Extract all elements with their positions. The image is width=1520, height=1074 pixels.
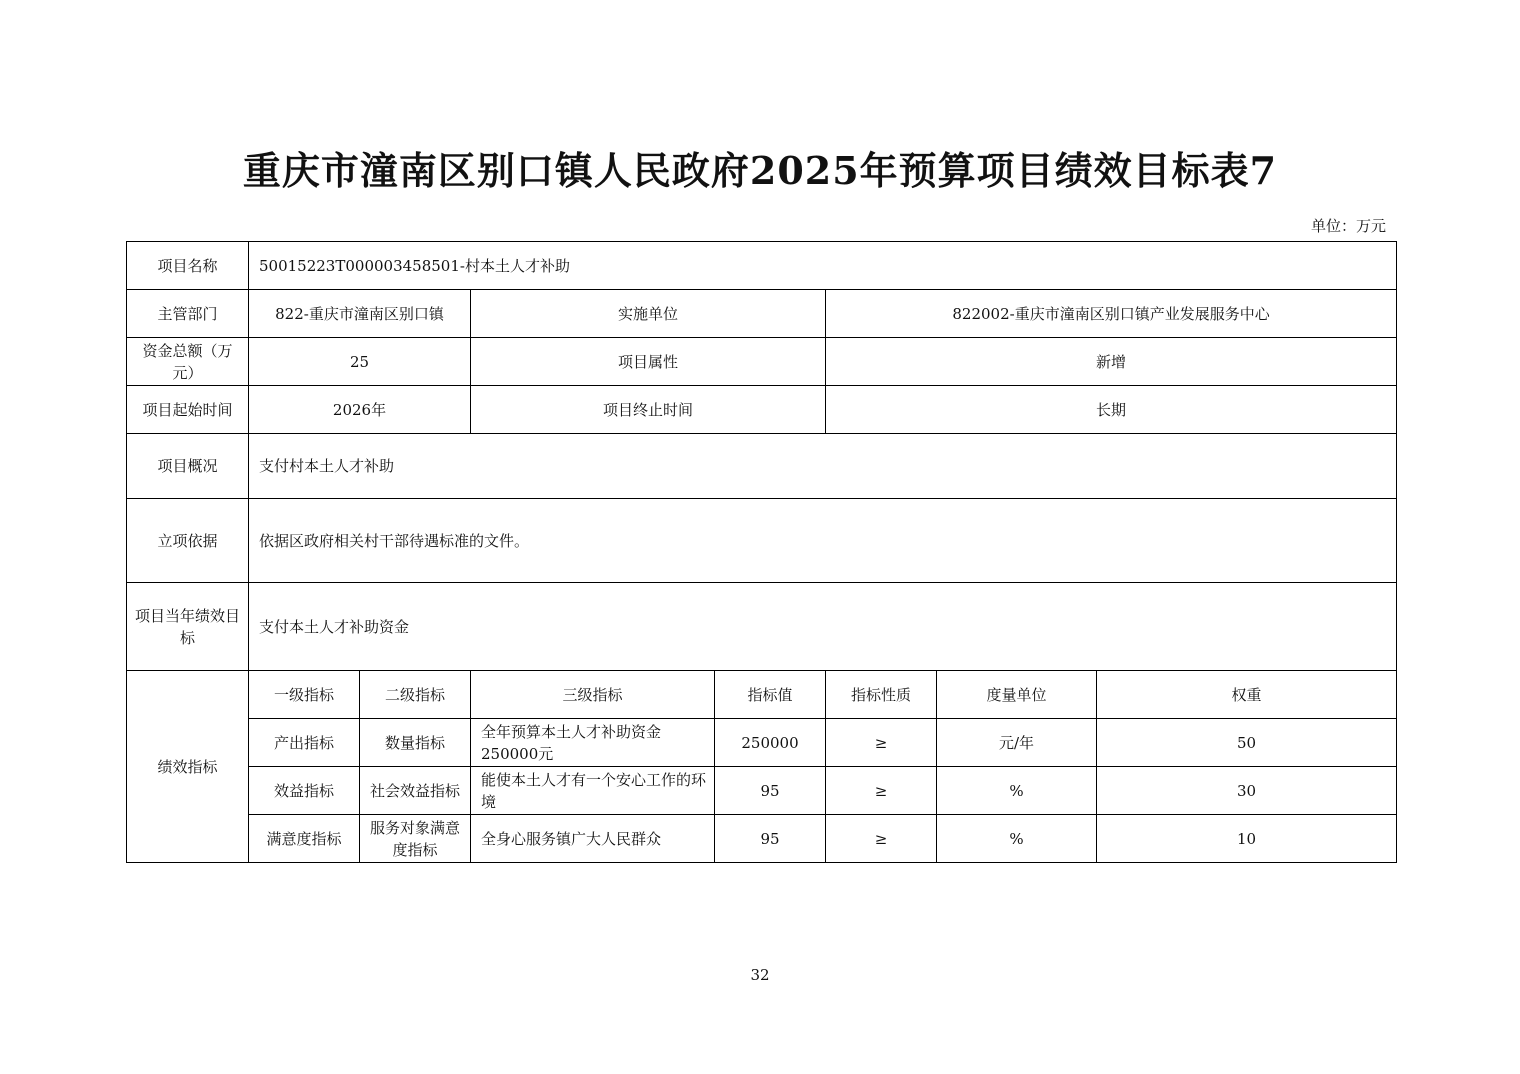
fund-value: 25	[249, 338, 471, 386]
basis-value: 依据区政府相关村干部待遇标准的文件。	[249, 499, 1397, 583]
level1-cell: 效益指标	[249, 767, 360, 815]
row-goal	[127, 583, 1397, 671]
weight-cell: 50	[1097, 719, 1397, 767]
goal-label: 项目当年绩效目标	[127, 583, 249, 671]
unit-cell: %	[937, 815, 1097, 863]
table-row	[127, 767, 1397, 815]
unit-label: 单位：万元	[1310, 217, 1386, 235]
dept-value: 822-重庆市潼南区别口镇	[249, 290, 471, 338]
project-name-label: 项目名称	[127, 242, 249, 290]
header-cell: 二级指标	[360, 671, 471, 719]
level2-cell: 数量指标	[360, 719, 471, 767]
level1-cell: 满意度指标	[249, 815, 360, 863]
level2-cell: 社会效益指标	[360, 767, 471, 815]
impl-value: 822002-重庆市潼南区别口镇产业发展服务中心	[826, 290, 1397, 338]
header-cell: 度量单位	[937, 671, 1097, 719]
row-time	[127, 386, 1397, 434]
attr-label: 项目属性	[471, 338, 826, 386]
table-row	[127, 815, 1397, 863]
level1-cell: 产出指标	[249, 719, 360, 767]
row-overview	[127, 434, 1397, 499]
basis-label: 立项依据	[127, 499, 249, 583]
unit-cell: 元/年	[937, 719, 1097, 767]
unit-cell: %	[937, 767, 1097, 815]
row-fund	[127, 338, 1397, 386]
goal-value: 支付本土人才补助资金	[249, 583, 1397, 671]
weight-cell: 30	[1097, 767, 1397, 815]
value-cell: 95	[715, 815, 826, 863]
indicator-header-row	[127, 671, 1397, 719]
nature-cell: ≥	[826, 767, 937, 815]
level3-cell: 能使本土人才有一个安心工作的环境	[471, 767, 715, 815]
header-cell: 三级指标	[471, 671, 715, 719]
page-number: 32	[750, 966, 770, 984]
header-cell: 一级指标	[249, 671, 360, 719]
project-name-value: 50015223T000003458501-村本土人才补助	[249, 242, 1397, 290]
value-cell: 250000	[715, 719, 826, 767]
header-cell: 指标性质	[826, 671, 937, 719]
start-label: 项目起始时间	[127, 386, 249, 434]
row-dept	[127, 290, 1397, 338]
row-basis	[127, 499, 1397, 583]
indicators-section-label: 绩效指标	[127, 671, 249, 863]
weight-cell: 10	[1097, 815, 1397, 863]
overview-value: 支付村本土人才补助	[249, 434, 1397, 499]
performance-table	[126, 241, 1397, 863]
impl-label: 实施单位	[471, 290, 826, 338]
level3-cell: 全年预算本土人才补助资金250000元	[471, 719, 715, 767]
nature-cell: ≥	[826, 815, 937, 863]
table-row	[127, 719, 1397, 767]
page-title: 重庆市潼南区别口镇人民政府2025年预算项目绩效目标表7	[242, 148, 1278, 193]
level3-cell: 全身心服务镇广大人民群众	[471, 815, 715, 863]
attr-value: 新增	[826, 338, 1397, 386]
header-cell: 权重	[1097, 671, 1397, 719]
overview-label: 项目概况	[127, 434, 249, 499]
row-project-name	[127, 242, 1397, 290]
end-value: 长期	[826, 386, 1397, 434]
dept-label: 主管部门	[127, 290, 249, 338]
header-cell: 指标值	[715, 671, 826, 719]
fund-label: 资金总额（万元）	[127, 338, 249, 386]
nature-cell: ≥	[826, 719, 937, 767]
level2-cell: 服务对象满意度指标	[360, 815, 471, 863]
value-cell: 95	[715, 767, 826, 815]
end-label: 项目终止时间	[471, 386, 826, 434]
start-value: 2026年	[249, 386, 471, 434]
